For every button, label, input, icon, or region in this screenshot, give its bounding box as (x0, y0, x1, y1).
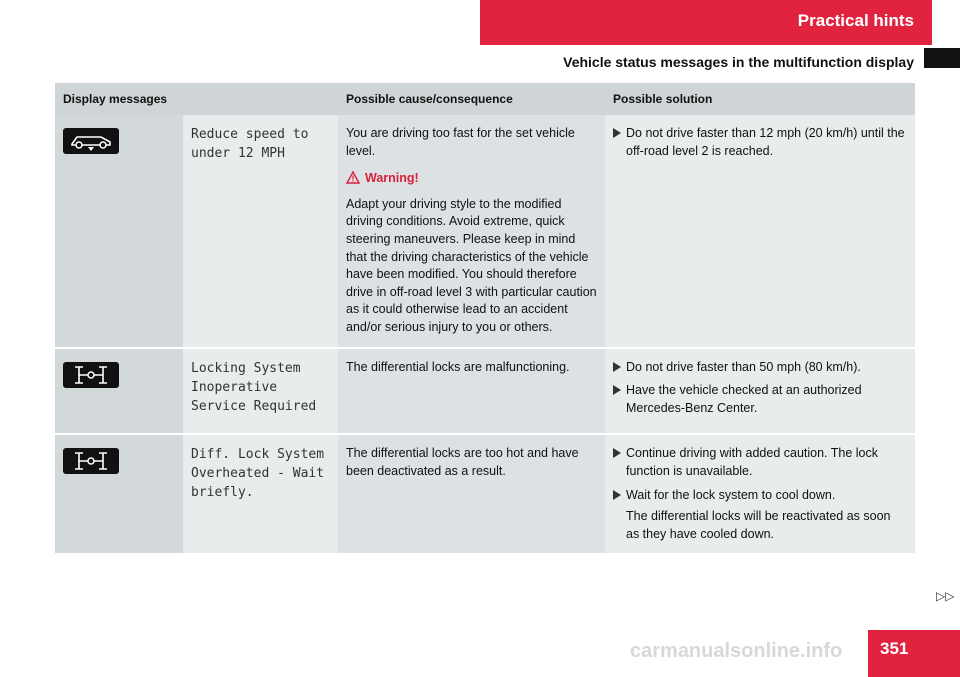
display-message-cell (183, 434, 338, 554)
table-row (55, 115, 915, 348)
cause-cell (338, 348, 605, 435)
page-number-tab (868, 630, 960, 677)
section-title: Practical hints (797, 11, 914, 30)
differential-lock-icon (63, 362, 119, 388)
warning-label: Warning! (365, 171, 419, 186)
warning-text: Adapt your driving style to the modified driving conditions. Avoid extreme, quick steering maneuvers. Please keep in mind that the driving characteristics of the vehicle have been modified. You should therefore drive in off-road level 3 with particular caution as it could otherwise lead to an accident and/or serious injury to you or others. (346, 196, 597, 334)
section-tab (480, 0, 932, 45)
table-row (55, 348, 915, 435)
header-marker (924, 48, 960, 68)
column-header-cause: Possible cause/consequence (338, 83, 605, 115)
continued-arrow-icon: ▷▷ (936, 589, 955, 603)
arrow-bullet-icon (613, 128, 621, 138)
watermark: carmanualsonline.info (630, 640, 843, 662)
cause-text: The differential locks are malfunctioning. (346, 359, 570, 374)
message-line: Overheated - Wait (191, 466, 325, 482)
message-line: Inoperative (191, 379, 278, 395)
icon-cell (55, 115, 183, 348)
solution-item: Continue driving with added caution. The lock function is unavailable. (613, 445, 907, 480)
arrow-bullet-icon (613, 448, 621, 458)
warning-triangle-icon (346, 171, 360, 184)
column-header-display: Display messages (55, 83, 338, 115)
arrow-bullet-icon (613, 490, 621, 500)
solution-item: Do not drive faster than 50 mph (80 km/h). (613, 359, 907, 377)
cause-cell (338, 434, 605, 554)
icon-cell (55, 348, 183, 435)
offroad-level-vehicle-icon (63, 128, 119, 154)
page-subtitle: Vehicle status messages in the multifunction display (563, 54, 914, 70)
message-line: Diff. Lock System (191, 447, 325, 463)
warning-heading (346, 170, 597, 188)
message-line: under 12 MPH (191, 146, 285, 161)
column-header-solution: Possible solution (605, 83, 915, 115)
cause-text: You are driving too fast for the set vehicle level. (346, 126, 575, 158)
solution-item: Have the vehicle checked at an authorized Mercedes-Benz Center. (613, 382, 907, 417)
solution-item: Wait for the lock system to cool down. (613, 487, 907, 505)
arrow-bullet-icon (613, 385, 621, 395)
display-message-cell (183, 348, 338, 435)
table-row (55, 434, 915, 554)
arrow-bullet-icon (613, 362, 621, 372)
solution-note: The differential locks will be reactivated as soon as they have cooled down. (626, 509, 891, 541)
cause-cell (338, 115, 605, 348)
table-header-row (55, 83, 915, 115)
solution-cell (605, 434, 915, 554)
solution-cell (605, 115, 915, 348)
message-line: Service Required (191, 398, 317, 414)
solution-cell (605, 348, 915, 435)
display-message-cell (183, 115, 338, 348)
message-line: briefly. (191, 485, 254, 501)
message-line: Locking System (191, 360, 301, 376)
page-number: 351 (880, 639, 909, 658)
solution-item: Do not drive faster than 12 mph (20 km/h) until the off-road level 2 is reached. (613, 125, 907, 160)
message-line: Reduce speed to (191, 127, 309, 142)
cause-text: The differential locks are too hot and have been deactivated as a result. (346, 446, 579, 478)
status-messages-table (55, 83, 915, 555)
differential-lock-icon (63, 448, 119, 474)
icon-cell (55, 434, 183, 554)
